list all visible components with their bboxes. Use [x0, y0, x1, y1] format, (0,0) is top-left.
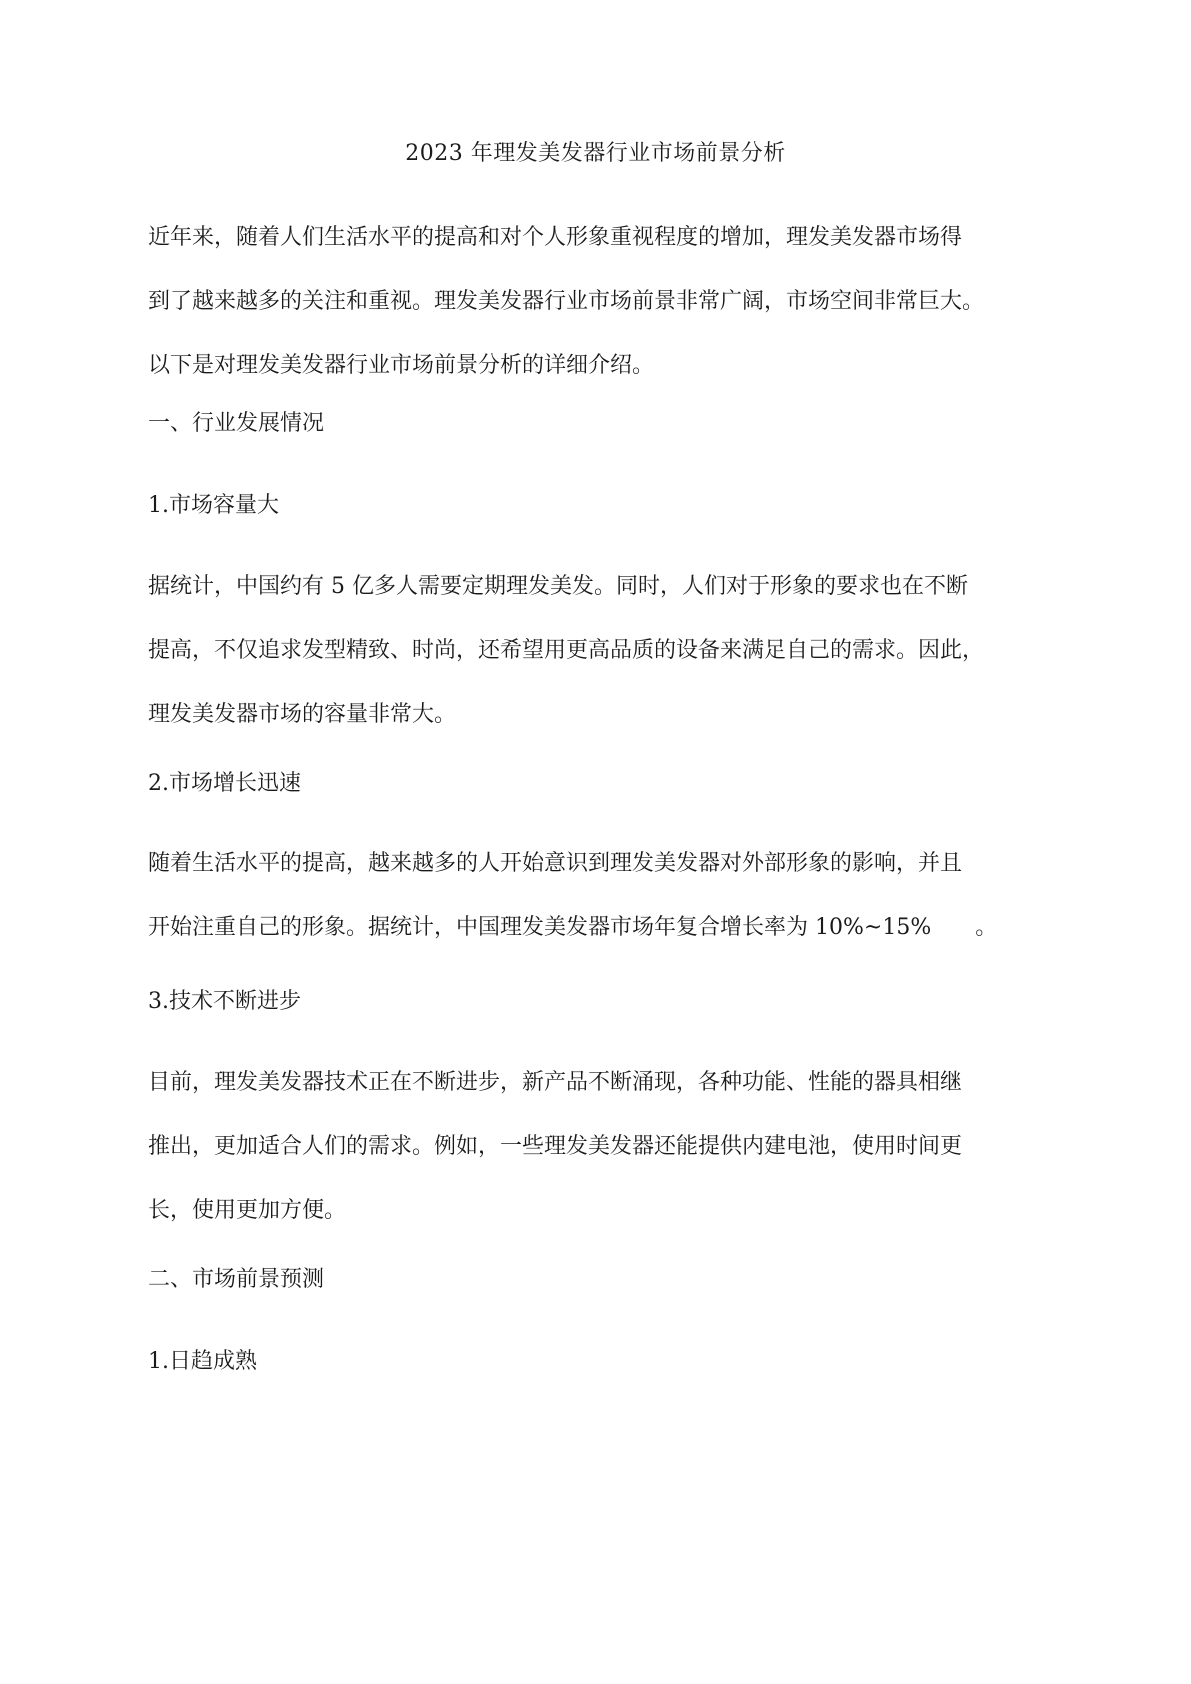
section-heading-market-forecast: 二、市场前景预测	[148, 1267, 325, 1292]
sentence-end-mark: 。	[975, 915, 998, 940]
paragraph-line	[148, 896, 1048, 960]
paragraph-line: 推出，更加适合人们的需求。例如，一些理发美发器还能提供内建电池，使用时间更	[148, 1134, 963, 1159]
growth-rate-text: 开始注重自己的形象。据统计，中国理发美发器市场年复合增长率为 10%~15%	[148, 915, 932, 940]
market-growth-paragraph	[148, 832, 1048, 960]
tech-progress-paragraph	[148, 1051, 1048, 1243]
paragraph-line: 目前，理发美发器技术正在不断进步，新产品不断涌现，各种功能、性能的器具相继	[148, 1070, 963, 1095]
paragraph-line: 据统计，中国约有 5 亿多人需要定期理发美发。同时，人们对于形象的要求也在不断	[148, 574, 968, 599]
paragraph-line: 随着生活水平的提高，越来越多的人开始意识到理发美发器对外部形象的影响，并且	[148, 851, 963, 876]
paragraph-line: 长，使用更加方便。	[148, 1198, 347, 1223]
intro-paragraph	[148, 206, 1048, 398]
subsection-heading-market-capacity: 1.市场容量大	[148, 493, 279, 518]
document-title: 2023 年理发美发器行业市场前景分析	[405, 141, 786, 166]
subsection-heading-tech-progress: 3.技术不断进步	[148, 989, 301, 1014]
section-heading-industry-development: 一、行业发展情况	[148, 411, 325, 436]
paragraph-line: 理发美发器市场的容量非常大。	[148, 702, 457, 727]
intro-line: 以下是对理发美发器行业市场前景分析的详细介绍。	[148, 353, 655, 378]
paragraph-line: 提高，不仅追求发型精致、时尚，还希望用更高品质的设备来满足自己的需求。因此，	[148, 638, 985, 663]
market-capacity-paragraph	[148, 555, 1048, 747]
subsection-heading-maturing: 1.日趋成熟	[148, 1349, 257, 1374]
intro-line: 到了越来越多的关注和重视。理发美发器行业市场前景非常广阔，市场空间非常巨大。	[148, 289, 985, 314]
subsection-heading-market-growth: 2.市场增长迅速	[148, 771, 301, 796]
intro-line: 近年来，随着人们生活水平的提高和对个人形象重视程度的增加，理发美发器市场得	[148, 225, 963, 250]
